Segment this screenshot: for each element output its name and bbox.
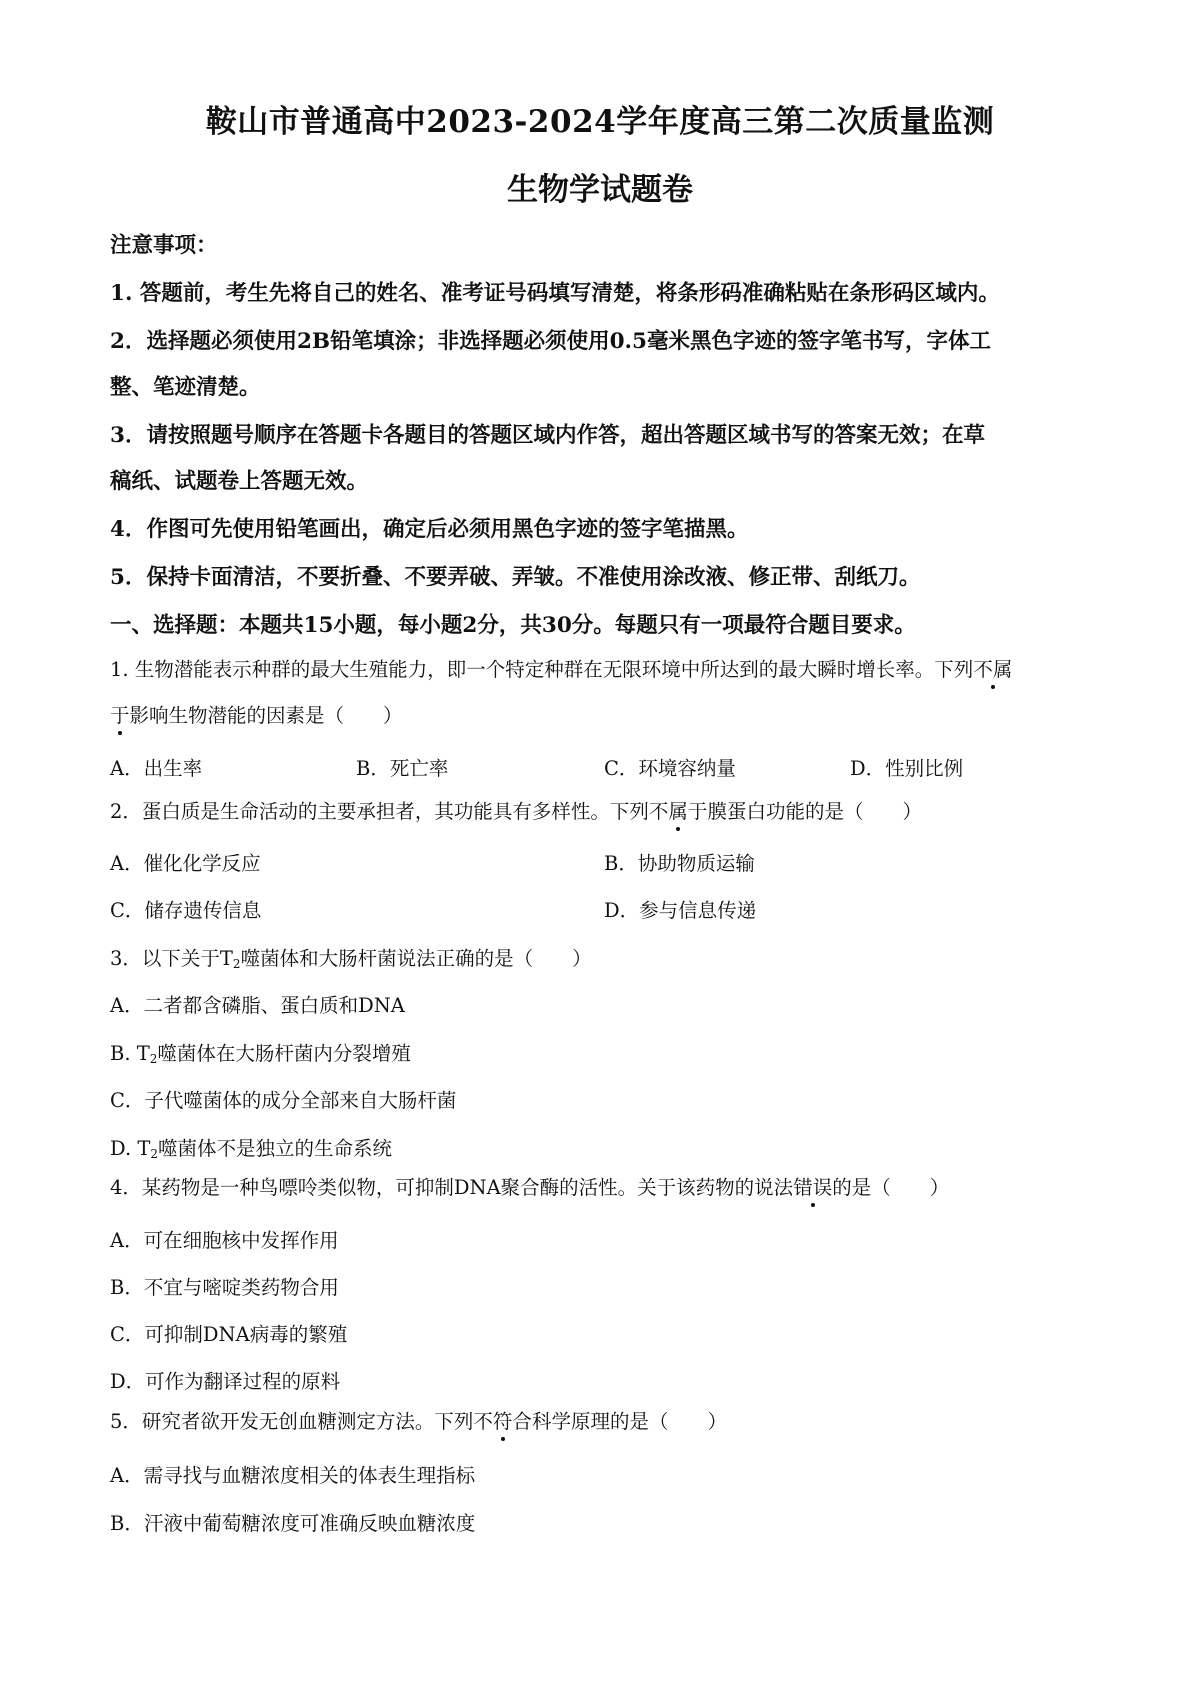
question-1-emphasis: 不属 bbox=[973, 654, 1012, 682]
question-4-option-d: D．可作为翻译过程的原料 bbox=[110, 1370, 341, 1393]
question-3-option-b-post: 噬菌体在大肠杆菌内分裂增殖 bbox=[157, 1042, 411, 1065]
question-3-option-b-subscript: 2 bbox=[149, 1052, 158, 1066]
question-5-stem-post: 科学原理的是（ ） bbox=[531, 1410, 727, 1433]
notice-item-3: 3．请按照题号顺序在答题卡各题目的答题区域内作答，超出答题区域书写的答案无效；在草 bbox=[110, 423, 985, 448]
question-4-option-c: C．可抑制DNA病毒的繁殖 bbox=[110, 1323, 348, 1346]
question-4-stem-pre: 4．某药物是一种鸟嘌呤类似物，可抑制DNA聚合酶的活性。关于该药物的说法 bbox=[110, 1176, 794, 1199]
question-2-stem-post: 膜蛋白功能的是（ ） bbox=[707, 800, 922, 823]
question-4-option-a: A．可在细胞核中发挥作用 bbox=[110, 1229, 339, 1252]
question-3-option-b-pre: B. T bbox=[110, 1042, 150, 1065]
question-4-option-b: B．不宜与嘧啶类药物合用 bbox=[110, 1276, 339, 1299]
question-5-stem-pre: 5．研究者欲开发无创血糖测定方法。下列 bbox=[110, 1410, 474, 1433]
question-1-stem: 1. 生物潜能表示种群的最大生殖能力，即一个特定种群在无限环境中所达到的最大瞬时增长率。下列 bbox=[110, 658, 974, 681]
question-5-option-a: A．需寻找与血糖浓度相关的体表生理指标 bbox=[110, 1464, 476, 1487]
question-3-option-d-subscript: 2 bbox=[150, 1147, 158, 1161]
question-1-line-2 bbox=[110, 700, 403, 728]
question-3-option-a: A．二者都含磷脂、蛋白质和DNA bbox=[110, 994, 405, 1017]
question-3-option-d bbox=[110, 1133, 392, 1161]
question-4-stem bbox=[110, 1172, 949, 1200]
question-3-subscript: 2 bbox=[232, 957, 241, 971]
question-1-line-1 bbox=[110, 654, 1012, 682]
question-3-option-c: C．子代噬菌体的成分全部来自大肠杆菌 bbox=[110, 1089, 457, 1112]
question-2-option-b: B．协助物质运输 bbox=[604, 852, 755, 875]
notice-item-3-cont: 稿纸、试题卷上答题无效。 bbox=[110, 469, 369, 494]
question-3-option-d-pre: D. T bbox=[110, 1137, 151, 1160]
question-3-stem bbox=[110, 943, 592, 971]
question-2-option-d: D．参与信息传递 bbox=[604, 899, 757, 922]
notice-item-4: 4．作图可先使用铅笔画出，确定后必须用黑色字迹的签字笔描黑。 bbox=[110, 517, 749, 542]
question-2-stem bbox=[110, 796, 922, 824]
exam-title: 鞍山市普通高中2023-2024学年度高三第二次质量监测 bbox=[205, 104, 995, 140]
question-2-option-a: A．催化化学反应 bbox=[110, 852, 261, 875]
question-1-option-a: A．出生率 bbox=[110, 757, 203, 780]
notice-item-2: 2．选择题必须使用2B铅笔填涂；非选择题必须使用0.5毫米黑色字迹的签字笔书写，字体工 bbox=[110, 329, 992, 354]
question-1-option-d: D．性别比例 bbox=[850, 757, 964, 780]
question-1-option-b: B．死亡率 bbox=[356, 757, 449, 780]
question-3-option-b bbox=[110, 1038, 411, 1066]
section-heading: 一、选择题：本题共15小题，每小题2分，共30分。每题只有一项最符合题目要求。 bbox=[110, 613, 916, 638]
question-2-option-c: C．储存遗传信息 bbox=[110, 899, 262, 922]
notice-item-2-cont: 整、笔迹清楚。 bbox=[110, 375, 261, 400]
notice-heading: 注意事项： bbox=[110, 233, 218, 258]
question-2-emphasis: 不属于 bbox=[649, 796, 708, 824]
notice-item-1: 1. 答题前，考生先将自己的姓名、准考证号码填写清楚，将条形码准确粘贴在条形码区域内。 bbox=[110, 281, 1000, 306]
question-5-stem bbox=[110, 1406, 727, 1434]
question-3-stem-post: 噬菌体和大肠杆菌说法正确的是（ ） bbox=[240, 947, 592, 970]
question-3-option-d-post: 噬菌体不是独立的生命系统 bbox=[157, 1137, 392, 1160]
question-1-option-c: C．环境容纳量 bbox=[604, 757, 736, 780]
exam-subtitle: 生物学试题卷 bbox=[507, 172, 693, 208]
question-1-emphasis-2: 于 bbox=[110, 700, 130, 728]
notice-item-5: 5．保持卡面清洁，不要折叠、不要弄破、弄皱。不准使用涂改液、修正带、刮纸刀。 bbox=[110, 565, 921, 590]
question-2-stem-pre: 2．蛋白质是生命活动的主要承担者，其功能具有多样性。下列 bbox=[110, 800, 649, 823]
question-1-stem-2: 影响生物潜能的因素是（ ） bbox=[129, 704, 403, 727]
question-4-emphasis: 错误 bbox=[793, 1172, 832, 1200]
question-5-emphasis: 不符合 bbox=[473, 1406, 532, 1434]
question-4-stem-post: 的是（ ） bbox=[832, 1176, 950, 1199]
question-3-stem-pre: 3．以下关于T bbox=[110, 947, 233, 970]
question-5-option-b: B．汗液中葡萄糖浓度可准确反映血糖浓度 bbox=[110, 1512, 476, 1535]
